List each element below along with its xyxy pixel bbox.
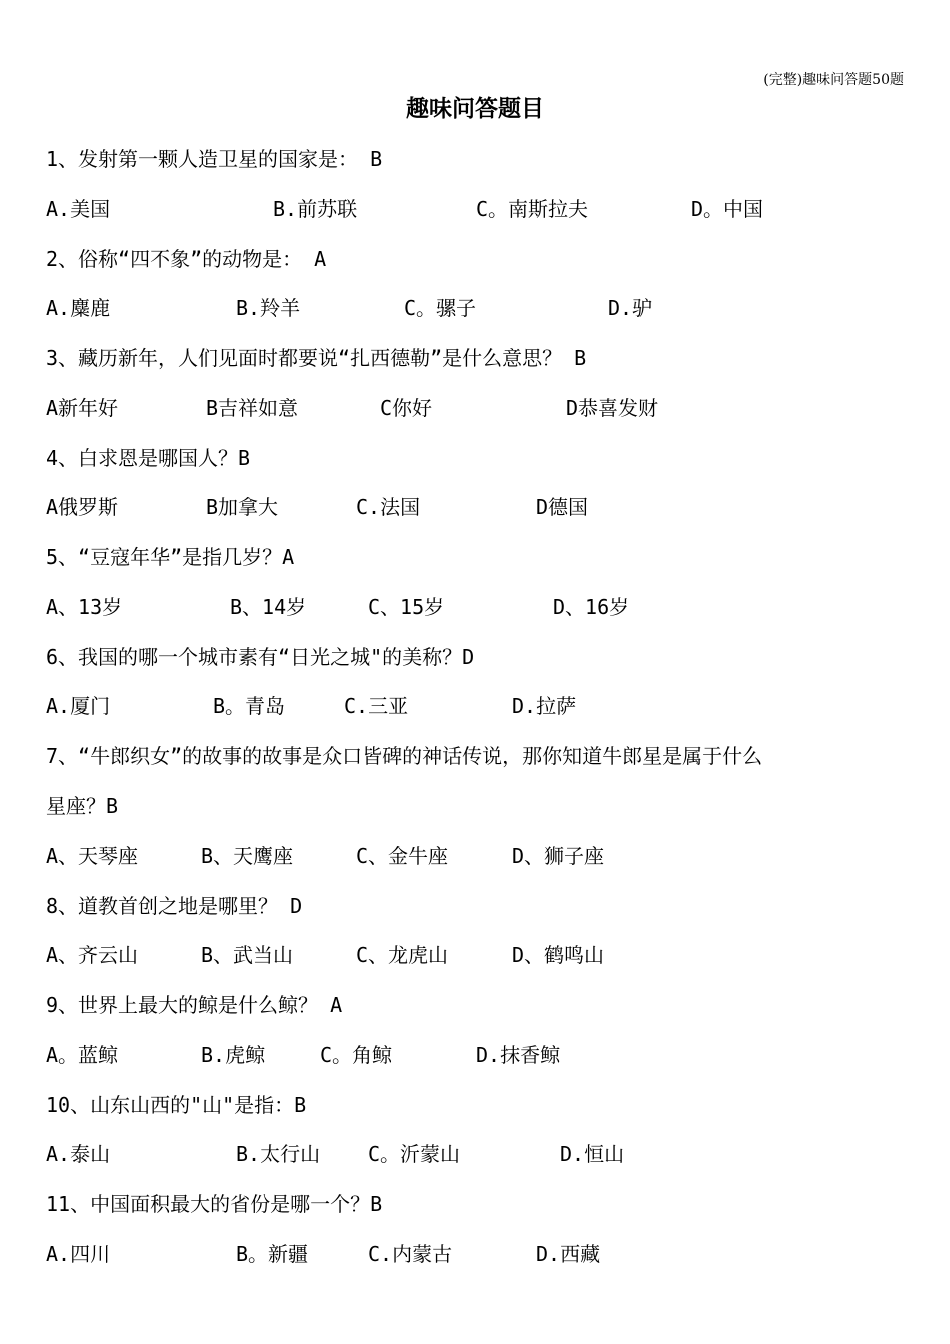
option-a: A.四川 bbox=[46, 1242, 111, 1266]
option-a: A.美国 bbox=[46, 197, 111, 221]
option-b: B.羚羊 bbox=[236, 296, 301, 320]
question-10: 10、山东山西的"山"是指：B bbox=[46, 1093, 307, 1117]
option-d: D。中国 bbox=[691, 197, 764, 221]
question-6: 6、我国的哪一个城市素有“日光之城"的美称？D bbox=[46, 645, 475, 669]
option-d: D、狮子座 bbox=[512, 844, 605, 868]
option-c: C你好 bbox=[380, 396, 433, 420]
option-b: B、武当山 bbox=[201, 943, 294, 967]
question-4: 4、白求恩是哪国人？B bbox=[46, 446, 251, 470]
option-a: A。蓝鲸 bbox=[46, 1043, 119, 1067]
question-7: 7、“牛郎织女”的故事的故事是众口皆碑的神话传说，那你知道牛郎星是属于什么 bbox=[46, 744, 763, 768]
option-d: D.恒山 bbox=[560, 1142, 625, 1166]
question-1: 1、发射第一颗人造卫星的国家是： B bbox=[46, 147, 383, 171]
option-a: A.厦门 bbox=[46, 694, 111, 718]
question-5: 5、“豆寇年华”是指几岁？A bbox=[46, 545, 295, 569]
option-b: B。新疆 bbox=[236, 1242, 309, 1266]
option-c: C。角鲸 bbox=[320, 1043, 393, 1067]
option-d: D.拉萨 bbox=[512, 694, 577, 718]
question-8: 8、道教首创之地是哪里？ D bbox=[46, 894, 303, 918]
option-d: D.抹香鲸 bbox=[476, 1043, 561, 1067]
option-a: A.泰山 bbox=[46, 1142, 111, 1166]
option-c: C、金牛座 bbox=[356, 844, 449, 868]
option-a: A俄罗斯 bbox=[46, 495, 119, 519]
option-c: C、龙虎山 bbox=[356, 943, 449, 967]
option-b: B.前苏联 bbox=[273, 197, 358, 221]
question-7-continued: 星座？B bbox=[46, 794, 119, 818]
option-b: B、14岁 bbox=[230, 595, 307, 619]
option-d: D、鹤鸣山 bbox=[512, 943, 605, 967]
option-b: B吉祥如意 bbox=[206, 396, 299, 420]
option-b: B.太行山 bbox=[236, 1142, 321, 1166]
option-c: C.三亚 bbox=[344, 694, 409, 718]
option-b: B.虎鲸 bbox=[201, 1043, 266, 1067]
option-c: C。南斯拉夫 bbox=[476, 197, 589, 221]
option-b: B、天鹰座 bbox=[201, 844, 294, 868]
option-c: C。沂蒙山 bbox=[368, 1142, 461, 1166]
option-d: D、16岁 bbox=[553, 595, 630, 619]
option-c: C。骡子 bbox=[404, 296, 477, 320]
option-d: D恭喜发财 bbox=[566, 396, 659, 420]
option-b: B加拿大 bbox=[206, 495, 279, 519]
question-9: 9、世界上最大的鲸是什么鲸？ A bbox=[46, 993, 343, 1017]
page-header: (完整)趣味问答题50题 bbox=[763, 72, 904, 88]
option-a: A.麋鹿 bbox=[46, 296, 111, 320]
option-a: A、天琴座 bbox=[46, 844, 139, 868]
option-a: A新年好 bbox=[46, 396, 119, 420]
option-a: A、齐云山 bbox=[46, 943, 139, 967]
option-c: C.内蒙古 bbox=[368, 1242, 453, 1266]
option-c: C、15岁 bbox=[368, 595, 445, 619]
question-2: 2、俗称“四不象”的动物是： A bbox=[46, 247, 327, 271]
page-title: 趣味问答题目 bbox=[406, 96, 544, 122]
option-d: D.驴 bbox=[608, 296, 653, 320]
option-c: C.法国 bbox=[356, 495, 421, 519]
option-b: B。青岛 bbox=[213, 694, 286, 718]
option-d: D德国 bbox=[536, 495, 589, 519]
option-a: A、13岁 bbox=[46, 595, 123, 619]
question-11: 11、中国面积最大的省份是哪一个？B bbox=[46, 1192, 383, 1216]
option-d: D.西藏 bbox=[536, 1242, 601, 1266]
question-3: 3、藏历新年，人们见面时都要说“扎西德勒”是什么意思？ B bbox=[46, 346, 587, 370]
